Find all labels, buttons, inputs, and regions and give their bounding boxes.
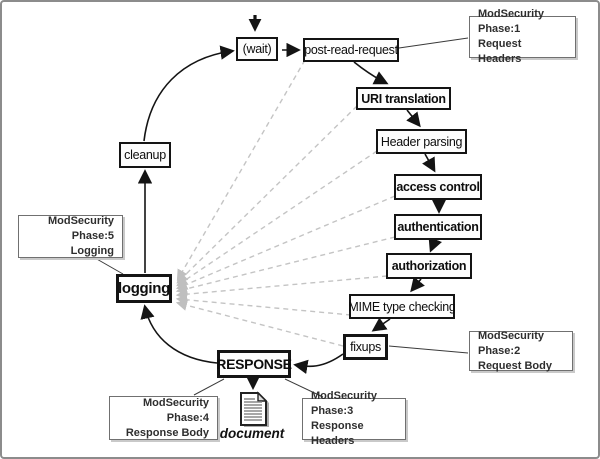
arrow-prr-to-uri [354,62,386,83]
node-access-control: access control [394,174,482,200]
node-authorization: authorization [386,253,472,279]
arrow-mime-to-fixups [374,319,390,330]
dashed-mime-to-logging [178,299,351,315]
node-authentication: authentication [394,214,482,240]
node-mime-type-checking: MIME type checking [349,294,455,319]
dashed-prr-to-logging [178,60,305,279]
node-wait: (wait) [236,37,278,61]
note-phase-1-subtitle: Request Headers [478,38,522,65]
node-cleanup: cleanup [119,142,171,168]
dashed-access-to-logging [178,196,395,288]
note-modsecurity-phase-3 [302,390,406,447]
arrow-authn-to-authz [431,240,435,250]
line-prr-to-phase1 [399,38,468,48]
note-modsecurity-phase-2 [469,331,573,371]
document-label: document [219,426,285,441]
note-phase-5-title: ModSecurity Phase:5 [47,215,114,242]
arrow-header-to-access [425,154,434,170]
arrow-uri-to-header [407,110,419,125]
note-phase-2-title: ModSecurity Phase:2 [478,329,545,357]
note-phase-3-subtitle: Response Headers [311,420,364,447]
note-phase-4-subtitle: Response Body [125,426,209,439]
note-phase-3-title: ModSecurity Phase:3 [311,390,378,417]
document-icon [231,390,273,430]
node-fixups: fixups [343,334,388,360]
note-modsecurity-phase-4 [109,396,218,440]
dashed-uri-to-logging [178,106,357,282]
node-uri-translation: URI translation [356,87,451,110]
dashed-authn-to-logging [178,237,395,291]
node-header-parsing: Header parsing [376,129,467,154]
line-phase5-to-logging [95,258,123,274]
dashed-fixups-to-logging [178,303,343,346]
arrow-response-to-logging [145,307,217,363]
dashed-authz-to-logging [178,276,387,295]
note-phase-1-title: ModSecurity Phase:1 [478,8,545,35]
node-response: RESPONSE [217,350,291,378]
node-logging: logging [116,274,172,303]
line-response-to-phase4 [194,379,224,395]
line-fixups-to-phase2 [389,346,468,353]
arrow-fixups-to-response [296,354,343,366]
dashed-header-to-logging [178,151,377,285]
arrow-cleanup-to-wait [144,51,232,141]
note-phase-5-subtitle: Logging [70,245,114,257]
note-modsecurity-phase-5 [18,215,123,258]
note-phase-2-subtitle: Request Body [478,359,552,372]
node-post-read-request: post-read-request [303,38,399,62]
arrow-authz-to-mime [412,279,421,290]
note-phase-4-title: ModSecurity Phase:4 [142,396,209,424]
note-modsecurity-phase-1 [469,8,576,65]
